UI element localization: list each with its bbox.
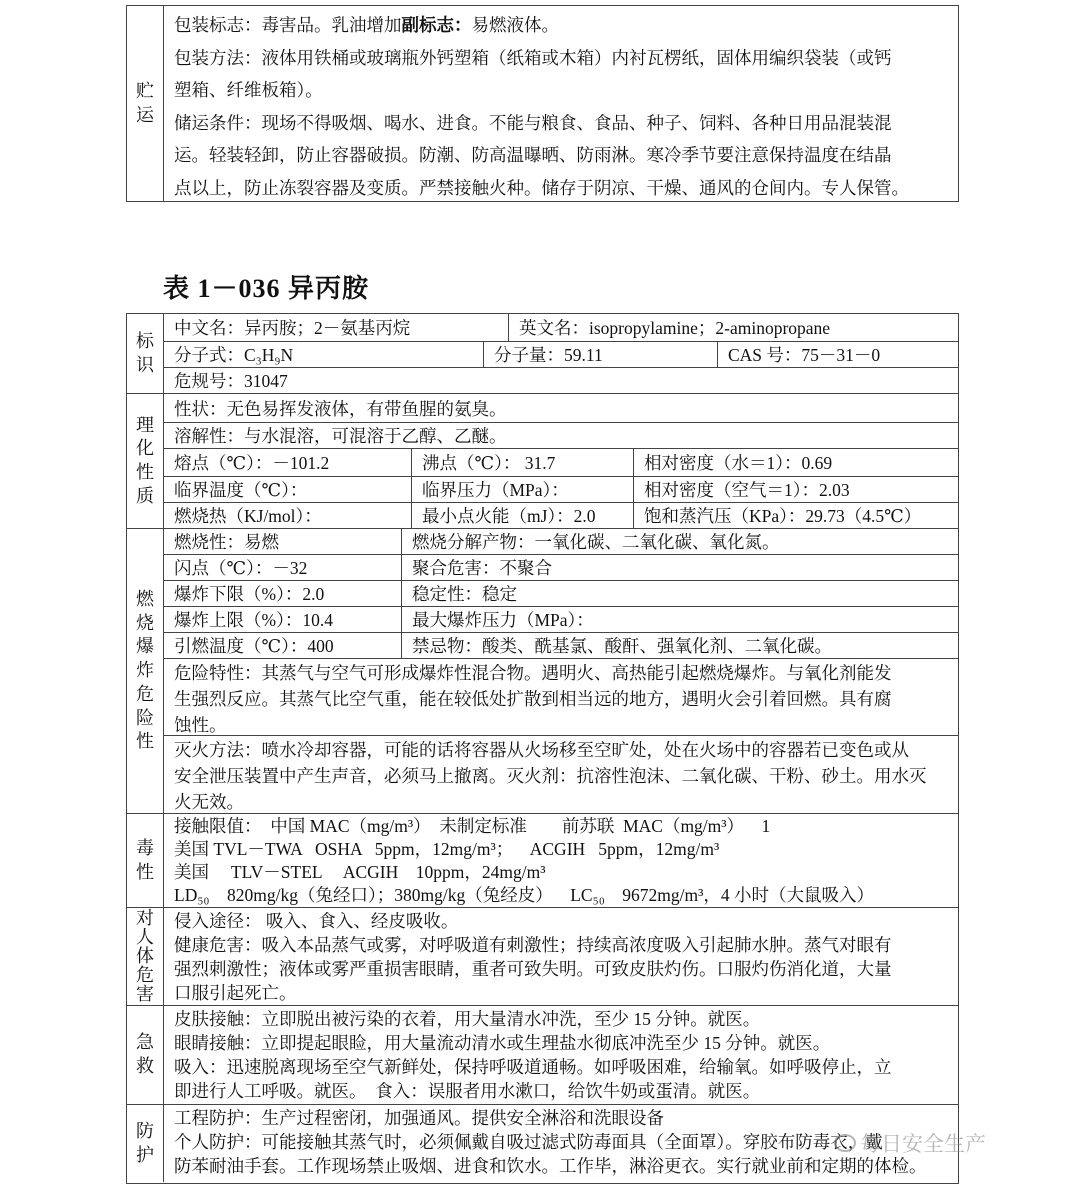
section-label: 对 人 体 危 害 [127,908,164,1005]
packaging-mark: 包装标志：毒害品。乳油增加副标志：易燃液体。 [174,15,559,35]
property: 最小点火能（mJ）：2.0 [411,503,633,528]
property: 临界压力（MPa）： [411,477,633,502]
section-label: 标 识 [127,314,164,393]
text-line: 运。轻装轻卸，防止容器破损。防潮、防高温曝晒、防雨淋。寒冷季节要注意保持温度在结晶 [174,145,892,165]
storage-text [164,6,958,201]
table-title: 表 1－036 异丙胺 [163,274,370,303]
property: 爆炸上限（%）：10.4 [174,610,333,630]
section-toxicity [127,813,958,907]
text-line: 口服引起死亡。 [174,983,297,1003]
section-health-hazard [127,907,958,1005]
appearance: 性状：无色易挥发液体，有带鱼腥的氨臭。 [174,398,507,419]
section-first-aid [127,1005,958,1104]
property: 爆炸下限（%）：2.0 [174,584,325,604]
section-label [127,6,164,201]
danger-number: 危规号：31047 [174,371,288,391]
msds-table [126,313,959,1184]
english-name: 英文名：isopropylamine；2-aminopropane [508,314,958,341]
property: 沸点（℃）： 31.7 [411,449,633,476]
property: 相对密度（水＝1）：0.69 [633,449,958,476]
text-line: 工程防护：生产过程密闭，加强通风。提供安全淋浴和洗眼设备 [174,1108,664,1128]
text-line: LD₅₀ 820mg/kg（兔经口）；380mg/kg（兔经皮） LC₅₀ 9672mg/m³，4 小时（大鼠吸入） [174,885,874,905]
watermark [834,1128,986,1158]
property: 最大爆炸压力（MPa）： [401,607,958,632]
watermark-text: 每日安全生产 [860,1132,986,1156]
text-line: 个人防护：可能接触其蒸气时，必须佩戴自吸过滤式防毒面具（全面罩）。穿胶布防毒衣，戴 [174,1132,883,1152]
cas-number: CAS 号：75－31－0 [717,342,958,367]
text-line: 强烈刺激性；液体或雾严重损害眼睛，重者可致失明。可致皮肤灼伤。口服灼伤消化道，大量 [174,959,892,979]
text-line: 即进行人工呼吸。就医。 食入：误服者用水漱口，给饮牛奶或蛋清。就医。 [174,1081,761,1101]
label-char: 运 [136,104,154,125]
property: 饱和蒸汽压（KPa）：29.73（4.5℃） [633,503,958,528]
solubility: 溶解性：与水混溶，可混溶于乙醇、乙醚。 [174,426,507,446]
property: 聚合危害：不聚合 [401,555,958,580]
section-label: 毒 性 [127,814,164,907]
section-fire-hazard [127,528,958,813]
property: 燃烧热（KJ/mol）： [174,506,322,526]
storage-table [126,5,959,202]
molecular-weight: 分子量：59.11 [483,342,717,367]
text-line: 吸入：迅速脱离现场至空气新鲜处，保持呼吸道通畅。如呼吸困难，给输氧。如呼吸停止，立 [174,1057,892,1077]
property: 熔点（℃）：－101.2 [174,453,330,473]
property: 稳定性：稳定 [401,581,958,606]
text-line: 健康危害：吸入本品蒸气或雾，对呼吸道有刺激性；持续高浓度吸入引起肺水肿。蒸气对眼有 [174,935,892,955]
text-line: 美国 TLV－STEL ACGIH 10ppm，24mg/m³ [174,862,546,882]
property: 禁忌物：酸类、酰基氯、酸酐、强氧化剂、二氧化碳。 [401,633,958,658]
wechat-icon [834,1134,856,1152]
label-char: 贮 [136,80,154,101]
section-label: 防 护 [127,1105,164,1182]
section-physchem [127,393,958,528]
property: 相对密度（空气＝1）：2.03 [633,477,958,502]
text-line: 防苯耐油手套。工作现场禁止吸烟、进食和饮水。工作毕，淋浴更衣。实行就业前和定期的体检。 [174,1156,927,1176]
text-line: 侵入途径： 吸入、食入、经皮吸收。 [174,911,459,931]
extinguishing-method: 灭火方法：喷水冷却容器，可能的话将容器从火场移至空旷处，处在火场中的容器若已变色或从 安全泄压装置中产生声音，必须马上撤离。灭火剂：抗溶性泡沫、二氧化碳、干粉、砂土。用水灭 火无效。 [164,735,958,816]
text-line: 储运条件：现场不得吸烟、喝水、进食。不能与粮食、食品、种子、饲料、各种日用品混装混 [174,112,892,133]
property: 临界温度（℃）： [174,480,308,500]
formula: 分子式：C₃H₉N [174,345,294,365]
hazard-characteristics: 危险特性：其蒸气与空气可形成爆炸性混合物。遇明火、高热能引起燃烧爆炸。与氧化剂能发 生强烈反应。其蒸气比空气重，能在较低处扩散到相当远的地方，遇明火会引着回燃。具有腐 蚀性。 [164,658,958,735]
text-line: 接触限值： 中国 MAC（mg/m³） 未制定标准 前苏联 MAC（mg/m³） 1 [174,816,771,836]
section-identification [127,314,958,393]
chinese-name: 中文名：异丙胺；2－氨基丙烷 [174,318,411,338]
text-line: 包装方法：液体用铁桶或玻璃瓶外钙塑箱（纸箱或木箱）内衬瓦楞纸，固体用编织袋装（或钙 [174,47,892,68]
property: 闪点（℃）：－32 [174,558,308,578]
section-storage [127,6,958,201]
text-line: 点以上，防止冻裂容器及变质。严禁接触火种。储存于阴凉、干燥、通风的仓间内。专人保管。 [174,177,909,198]
property: 引燃温度（℃）：400 [174,636,334,656]
section-label: 急 救 [127,1006,164,1104]
text-line: 眼睛接触：立即提起眼睑，用大量流动清水或生理盐水彻底冲洗至少 15 分钟。就医。 [174,1033,831,1053]
text-line: 美国 TVL－TWA OSHA 5ppm，12mg/m³； ACGIH 5ppm，12mg/m³ [174,839,720,859]
section-label: 理 化 性 质 [127,394,164,528]
text-line: 塑箱、纤维板箱）。 [174,80,323,100]
property: 燃烧性：易燃 [174,532,279,552]
section-label: 燃 烧 爆 炸 危 险 性 [127,529,164,813]
property: 燃烧分解产物：一氧化碳、二氧化碳、氧化氮。 [401,529,958,554]
text-line: 皮肤接触：立即脱出被污染的衣着，用大量清水冲洗，至少 15 分钟。就医。 [174,1009,761,1029]
